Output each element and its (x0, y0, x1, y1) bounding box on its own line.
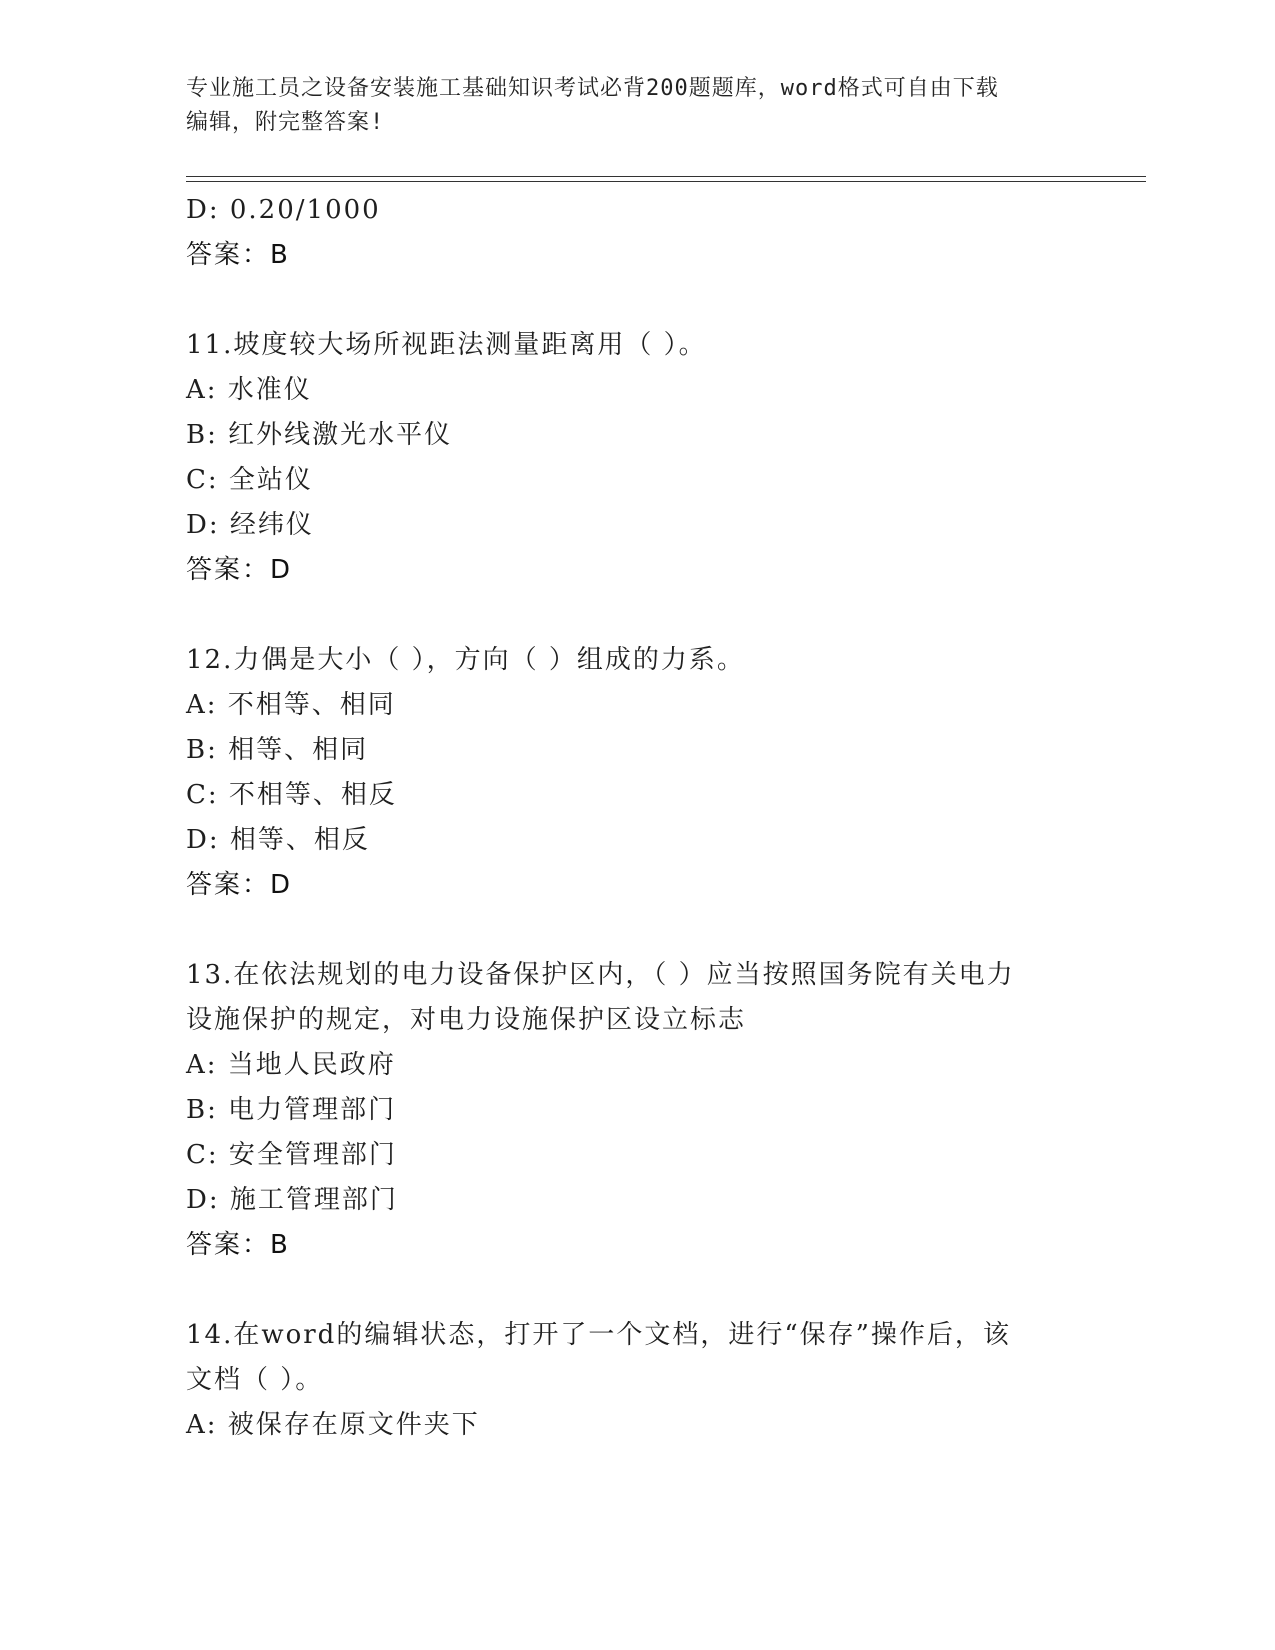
option-c: C: 安全管理部门 (186, 1140, 397, 1170)
answer-line: 答案：B (186, 240, 290, 270)
option-a: A: 当地人民政府 (186, 1050, 396, 1080)
document-body (186, 188, 1086, 1448)
option-b: B: 相等、相同 (186, 735, 369, 765)
answer-line: 答案：B (186, 1230, 290, 1260)
question-stem-continued: 设施保护的规定，对电力设施保护区设立标志 (186, 1005, 747, 1035)
question-11 (186, 323, 1086, 593)
option-a: A: 水准仪 (186, 375, 312, 405)
option-d: D: 0.20/1000 (186, 195, 381, 225)
question-stem: 14.在word的编辑状态，打开了一个文档，进行“保存”操作后，该 (186, 1320, 1011, 1350)
option-d: D: 经纬仪 (186, 510, 314, 540)
answer-line: 答案：D (186, 870, 293, 900)
question-12 (186, 638, 1086, 908)
question-stem: 12.力偶是大小（ ），方向（ ）组成的力系。 (186, 645, 745, 675)
answer-line: 答案：D (186, 555, 293, 585)
option-a: A: 不相等、相同 (186, 690, 396, 720)
option-c: C: 不相等、相反 (186, 780, 397, 810)
question-14 (186, 1313, 1086, 1448)
question-stem-continued: 文档（ ）。 (186, 1365, 324, 1395)
spacer (186, 278, 1086, 323)
spacer (186, 1268, 1086, 1313)
option-b: B: 红外线激光水平仪 (186, 420, 453, 450)
question-stem: 11.坡度较大场所视距法测量距离用（ ）。 (186, 330, 707, 360)
option-a: A: 被保存在原文件夹下 (186, 1410, 480, 1440)
document-header (186, 72, 1066, 140)
header-line-2: 编辑，附完整答案! (186, 110, 385, 135)
question-13 (186, 953, 1086, 1268)
option-c: C: 全站仪 (186, 465, 313, 495)
header-line-1: 专业施工员之设备安装施工基础知识考试必背200题题库，word格式可自由下载 (186, 76, 999, 101)
option-b: B: 电力管理部门 (186, 1095, 397, 1125)
spacer (186, 908, 1086, 953)
question-stem: 13.在依法规划的电力设备保护区内，（ ）应当按照国务院有关电力 (186, 960, 1015, 990)
header-divider-bottom (186, 181, 1146, 182)
option-d: D: 施工管理部门 (186, 1185, 398, 1215)
spacer (186, 593, 1086, 638)
header-divider-top (186, 176, 1146, 177)
option-d: D: 相等、相反 (186, 825, 370, 855)
